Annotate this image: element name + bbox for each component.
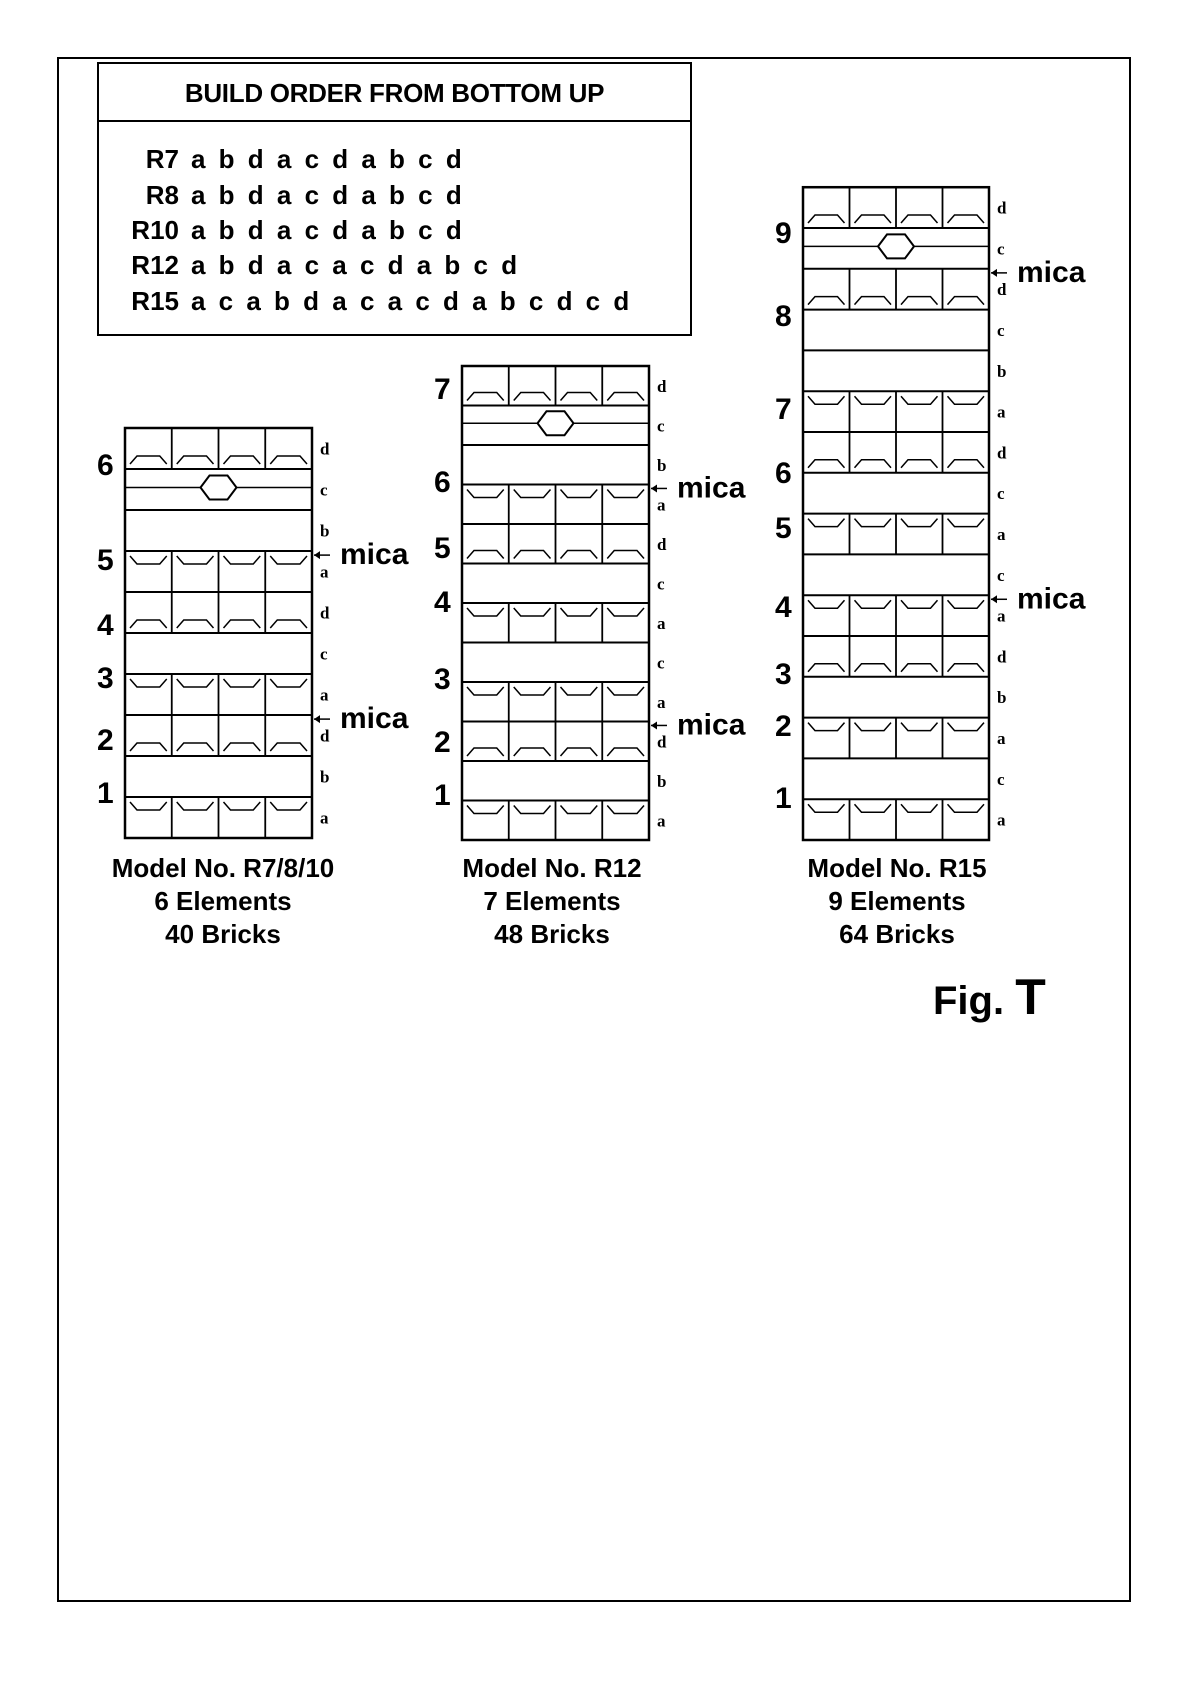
element-groove xyxy=(901,460,938,468)
course-letter: b xyxy=(657,455,667,475)
mica-arrowhead xyxy=(651,721,657,729)
element-number: 1 xyxy=(434,779,451,812)
element-groove xyxy=(948,664,985,672)
course-letter: b xyxy=(320,767,330,787)
course-letter: c xyxy=(320,644,328,664)
element-groove xyxy=(901,664,938,672)
element-number: 6 xyxy=(775,457,792,490)
element-count: 7 Elements xyxy=(483,886,621,916)
element-number: 6 xyxy=(97,449,114,482)
course-letter: d xyxy=(320,439,330,459)
element-count: 6 Elements xyxy=(154,886,292,916)
element-groove xyxy=(607,608,644,616)
element-groove xyxy=(130,556,167,564)
element-groove xyxy=(467,490,504,498)
mica-arrowhead xyxy=(314,715,320,723)
mica-label: mica xyxy=(340,702,409,736)
mica-label: mica xyxy=(1017,255,1086,289)
brick-count: 64 Bricks xyxy=(839,919,955,949)
model-code: R10 xyxy=(131,215,179,245)
course-letter: d xyxy=(997,443,1007,463)
element-groove xyxy=(467,551,504,559)
course-letter: b xyxy=(657,771,667,791)
course-letter: b xyxy=(320,521,330,541)
course-letter: a xyxy=(320,562,329,582)
element-number: 1 xyxy=(775,782,792,815)
element-number: 2 xyxy=(97,724,114,757)
element-groove xyxy=(514,806,551,814)
course-letter: b xyxy=(997,688,1007,708)
model-name: Model No. R15 xyxy=(807,853,987,883)
element-groove xyxy=(561,687,598,695)
element-groove xyxy=(808,600,845,608)
element-groove xyxy=(561,393,598,401)
course-letter: c xyxy=(657,653,665,673)
element-groove xyxy=(901,723,938,731)
course-letter: d xyxy=(997,198,1007,218)
model-caption-r7-8-10 xyxy=(83,852,363,951)
element-groove xyxy=(948,723,985,731)
course-letter: a xyxy=(657,613,666,633)
element-groove xyxy=(514,608,551,616)
element-groove xyxy=(855,804,892,812)
course-letter: d xyxy=(320,603,330,623)
course-sequence: a b d a c d a b c d xyxy=(191,215,463,245)
course-letter: d xyxy=(657,376,667,396)
element-number: 2 xyxy=(775,710,792,743)
element-number: 4 xyxy=(97,609,114,642)
element-number: 7 xyxy=(434,373,451,406)
element-groove xyxy=(467,748,504,756)
course-letter: a xyxy=(320,685,329,705)
element-groove xyxy=(177,679,214,687)
element-groove xyxy=(808,723,845,731)
element-groove xyxy=(561,806,598,814)
element-groove xyxy=(130,743,167,751)
element-groove xyxy=(177,620,214,628)
course-letter: c xyxy=(997,769,1005,789)
element-groove xyxy=(607,490,644,498)
mica-arrowhead xyxy=(651,484,657,492)
element-count: 9 Elements xyxy=(828,886,966,916)
model-caption-r15 xyxy=(757,852,1037,951)
course-letter: d xyxy=(320,726,330,746)
course-letter: a xyxy=(657,692,666,712)
element-groove xyxy=(901,396,938,404)
course-letter: a xyxy=(657,495,666,515)
course-letter: c xyxy=(997,484,1005,504)
element-groove xyxy=(130,456,167,464)
element-groove xyxy=(901,297,938,305)
element-number: 7 xyxy=(775,393,792,426)
course-sequence: a b d a c a c d a b c d xyxy=(191,250,518,280)
element-number: 5 xyxy=(97,544,114,577)
element-groove xyxy=(901,215,938,223)
element-groove xyxy=(855,600,892,608)
element-groove xyxy=(561,551,598,559)
course-letter: a xyxy=(320,808,329,828)
mica-label: mica xyxy=(1017,582,1086,616)
element-groove xyxy=(270,456,307,464)
element-number: 4 xyxy=(775,591,792,624)
element-groove xyxy=(561,748,598,756)
course-letter: c xyxy=(657,416,665,436)
element-groove xyxy=(130,679,167,687)
mica-label: mica xyxy=(677,471,746,505)
course-letter: c xyxy=(657,574,665,594)
element-groove xyxy=(514,748,551,756)
element-groove xyxy=(808,460,845,468)
element-groove xyxy=(855,460,892,468)
element-groove xyxy=(467,806,504,814)
element-groove xyxy=(130,802,167,810)
course-letter: a xyxy=(997,729,1006,748)
course-letter: d xyxy=(657,534,667,554)
element-number: 4 xyxy=(434,586,451,619)
element-number: 8 xyxy=(775,300,792,333)
course-sequence: a b d a c d a b c d xyxy=(191,144,463,174)
element-number: 1 xyxy=(97,777,114,810)
course-letter: c xyxy=(997,321,1005,340)
element-groove xyxy=(224,743,261,751)
element-groove xyxy=(607,748,644,756)
course-letter: d xyxy=(997,647,1007,667)
model-code: R7 xyxy=(145,144,179,174)
element-groove xyxy=(808,664,845,672)
element-groove xyxy=(270,743,307,751)
element-groove xyxy=(948,519,985,527)
course-letter: c xyxy=(997,239,1005,259)
hexagon-vent-icon xyxy=(201,476,237,500)
course-letter: c xyxy=(320,480,328,500)
element-groove xyxy=(561,490,598,498)
element-number: 9 xyxy=(775,217,792,250)
mica-arrowhead xyxy=(991,595,997,603)
element-groove xyxy=(177,802,214,810)
hexagon-vent-icon xyxy=(538,411,574,435)
model-caption-r12 xyxy=(412,852,692,951)
figure-label xyxy=(933,968,1046,1026)
course-letter: d xyxy=(657,732,667,752)
element-number: 3 xyxy=(97,662,114,695)
element-groove xyxy=(901,600,938,608)
course-letter: a xyxy=(997,402,1006,422)
mica-arrowhead xyxy=(991,269,997,277)
model-name: Model No. R12 xyxy=(462,853,642,883)
brick-stack-1 xyxy=(97,428,409,838)
element-groove xyxy=(855,396,892,404)
element-groove xyxy=(130,620,167,628)
model-code: R15 xyxy=(131,286,179,316)
hexagon-vent-icon xyxy=(878,234,914,258)
element-groove xyxy=(514,687,551,695)
element-number: 3 xyxy=(434,663,451,696)
mica-label: mica xyxy=(677,708,746,742)
element-number: 6 xyxy=(434,466,451,499)
mica-label: mica xyxy=(340,538,409,572)
element-groove xyxy=(224,456,261,464)
element-groove xyxy=(514,393,551,401)
element-groove xyxy=(270,620,307,628)
element-groove xyxy=(855,723,892,731)
element-groove xyxy=(270,802,307,810)
element-groove xyxy=(948,396,985,404)
brick-count: 40 Bricks xyxy=(165,919,281,949)
course-letter: d xyxy=(997,280,1007,300)
element-number: 3 xyxy=(775,658,792,691)
element-groove xyxy=(808,519,845,527)
element-groove xyxy=(467,393,504,401)
element-groove xyxy=(224,556,261,564)
brick-count: 48 Bricks xyxy=(494,919,610,949)
course-letter: a xyxy=(997,525,1006,544)
element-groove xyxy=(808,396,845,404)
element-groove xyxy=(948,804,985,812)
element-number: 2 xyxy=(434,726,451,759)
element-groove xyxy=(948,297,985,305)
element-groove xyxy=(561,608,598,616)
model-code: R12 xyxy=(131,250,179,280)
element-groove xyxy=(467,608,504,616)
element-groove xyxy=(177,556,214,564)
element-groove xyxy=(855,215,892,223)
course-letter: c xyxy=(997,565,1005,585)
course-letter: a xyxy=(997,810,1006,830)
element-groove xyxy=(855,297,892,305)
model-code: R8 xyxy=(145,180,179,210)
course-letter: b xyxy=(997,361,1007,381)
brick-stack-2 xyxy=(434,366,746,840)
element-groove xyxy=(901,804,938,812)
element-groove xyxy=(270,679,307,687)
element-groove xyxy=(808,804,845,812)
build-order-title: BUILD ORDER FROM BOTTOM UP xyxy=(99,64,690,122)
element-groove xyxy=(514,551,551,559)
course-sequence: a c a b d a c a c d a b c d c d xyxy=(191,286,630,316)
element-groove xyxy=(948,600,985,608)
element-groove xyxy=(607,551,644,559)
element-groove xyxy=(270,556,307,564)
mica-arrowhead xyxy=(314,551,320,559)
element-groove xyxy=(855,664,892,672)
element-groove xyxy=(808,297,845,305)
element-groove xyxy=(607,687,644,695)
element-number: 5 xyxy=(775,512,792,545)
element-groove xyxy=(855,519,892,527)
element-groove xyxy=(808,215,845,223)
course-sequence: a b d a c d a b c d xyxy=(191,180,463,210)
brick-stack-3 xyxy=(775,187,1086,840)
element-groove xyxy=(224,802,261,810)
element-groove xyxy=(607,806,644,814)
model-name: Model No. R7/8/10 xyxy=(111,853,335,883)
element-groove xyxy=(177,456,214,464)
element-groove xyxy=(607,393,644,401)
element-groove xyxy=(467,687,504,695)
course-letter: a xyxy=(997,606,1006,626)
element-groove xyxy=(901,519,938,527)
figure-letter: T xyxy=(1015,969,1046,1025)
element-groove xyxy=(514,490,551,498)
element-groove xyxy=(177,743,214,751)
element-groove xyxy=(948,460,985,468)
course-letter: a xyxy=(657,811,666,831)
element-groove xyxy=(224,679,261,687)
element-groove xyxy=(224,620,261,628)
figure-prefix: Fig. xyxy=(933,979,1005,1023)
element-groove xyxy=(948,215,985,223)
element-number: 5 xyxy=(434,532,451,565)
